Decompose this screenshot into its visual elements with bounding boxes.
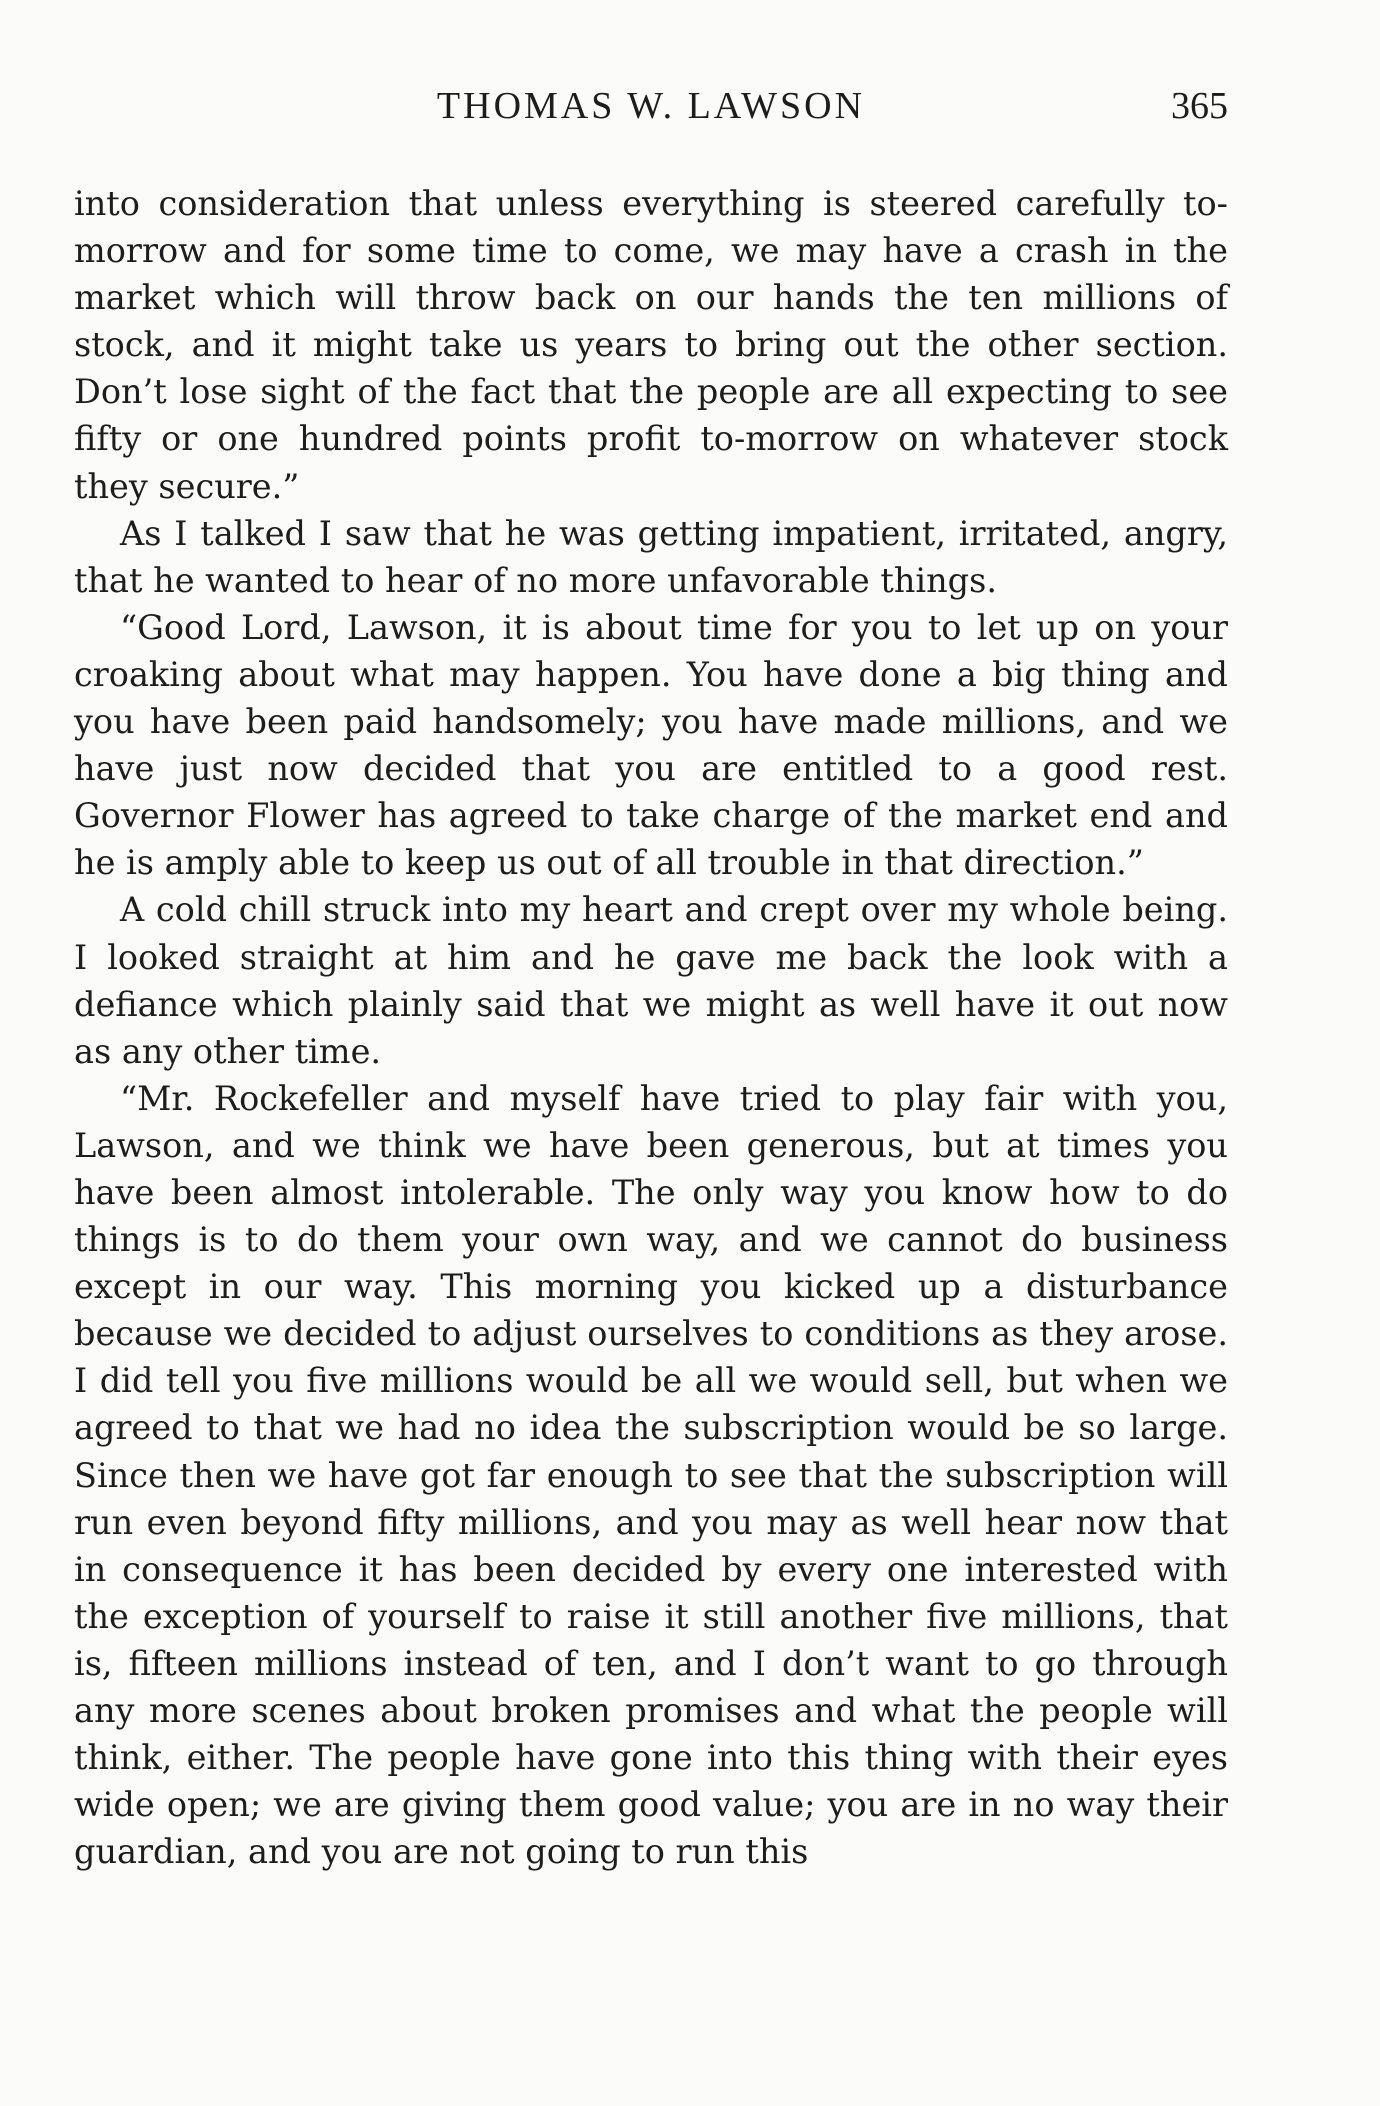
- paragraph: A cold chill struck into my heart and crept over my whole being. I looked straight at him and he gave me back the look with a defiance which plainly said that we might as well have it out now as any other time.: [74, 890, 1228, 1071]
- paragraph: As I talked I saw that he was getting impatient, irritated, angry, that he wanted to hear of no more unfavorable things.: [74, 513, 1228, 600]
- running-title: THOMAS W. LAWSON: [436, 85, 866, 127]
- paragraph-continued: into consideration that unless everything is steered carefully to-morrow and for some time to come, we may have a crash in the market which will throw back on our hands the ten millions of stock, and it might take us years to bring out the other section. Don’t lose sight of the fact that the people are all expecting to see fifty or one hundred points profit to-morrow on whatever stock they secure.”: [74, 184, 1228, 506]
- paragraph: “Mr. Rockefeller and myself have tried to play fair with you, Lawson, and we think we have been generous, but at times you have been almost intolerable. The only way you know how to do things is to do them your own way, and we cannot do business except in our way. This morning you kicked up a disturbance because we decided to adjust ourselves to conditions as they arose. I did tell you five millions would be all we would sell, but when we agreed to that we had no idea the subscription would be so large. Since then we have got far enough to see that the subscription will run even beyond fifty millions, and you may as well hear now that in consequence it has been decided by every one interested with the exception of yourself to raise it still another five millions, that is, fifteen millions instead of ten, and I don’t want to go through any more scenes about broken promises and what the people will think, either. The people have gone into this thing with their eyes wide open; we are giving them good value; you are in no way their guardian, and you are not going to run this: [74, 1078, 1228, 1872]
- paragraph: “Good Lord, Lawson, it is about time for you to let up on your croaking about what may happen. You have done a big thing and you have been paid handsomely; you have made millions, and we have just now decided that you are entitled to a good rest. Governor Flower has agreed to take charge of the market end and he is amply able to keep us out of all trouble in that direction.”: [74, 607, 1228, 883]
- running-head: [74, 82, 1228, 130]
- page-number: 365: [1171, 85, 1228, 127]
- body-text: [74, 180, 1228, 1875]
